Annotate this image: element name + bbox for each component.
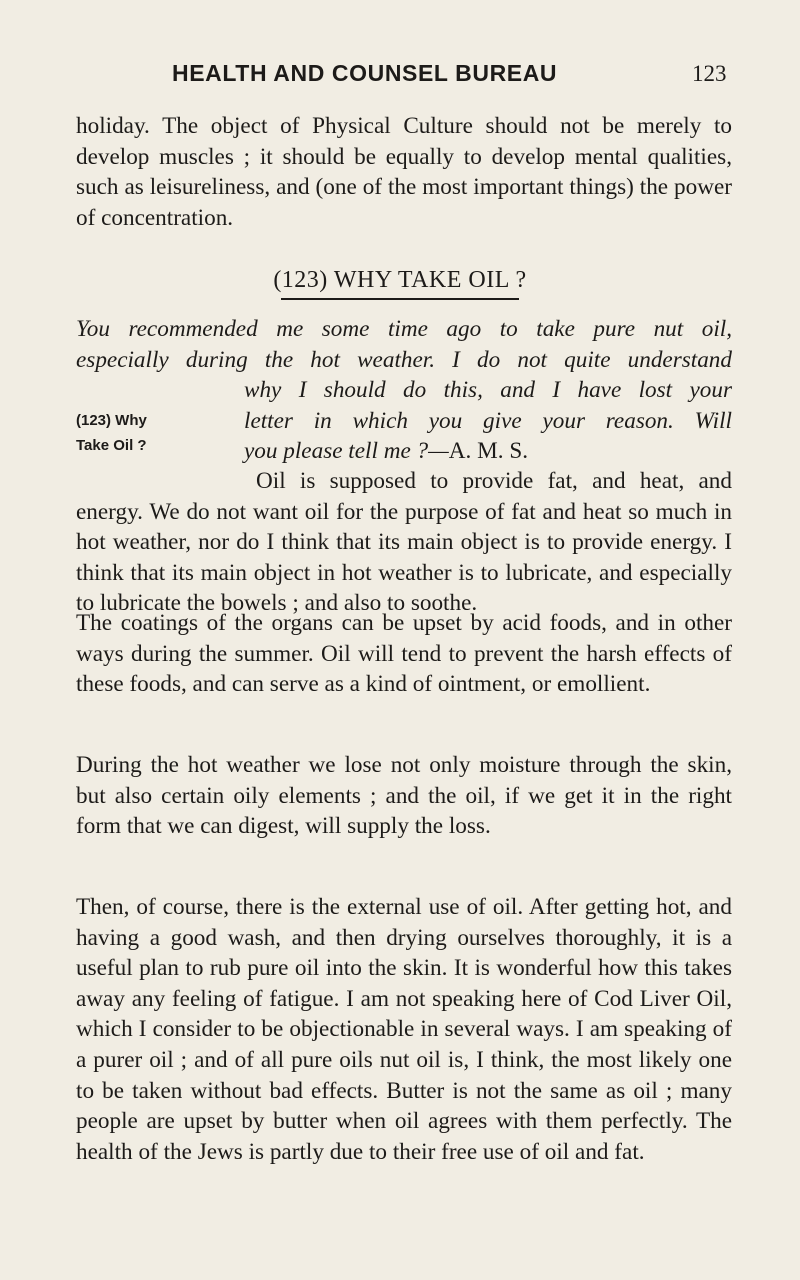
section-heading <box>0 267 800 300</box>
intro-paragraph-block <box>76 111 732 233</box>
query-line-4: letter in which you give your reason. Will <box>244 407 732 434</box>
running-head-title: HEALTH AND COUNSEL BUREAU <box>172 60 558 86</box>
query-line-2: especially during the hot weather. I do not quite understand <box>76 346 732 373</box>
running-head <box>150 60 800 94</box>
query-line-5-text: you please tell me ?— <box>244 438 449 465</box>
answer-paragraph-3-block <box>76 750 732 842</box>
margin-note-line-2: Take Oil ? <box>76 437 147 454</box>
query-line-1: You recommended me some time ago to take pure nut oil, <box>76 316 732 342</box>
query-signature: A. M. S. <box>448 438 529 465</box>
intro-paragraph: holiday. The object of Physical Culture should not be merely to develop muscles ; it should be equally to develop mental qualities, such as leisureliness, and (one of the most important things) the power of concentration. <box>76 113 732 231</box>
answer-paragraph-1-text: Oil is supposed to provide fat, and heat, and energy. We do not want oil for the purpose of fat and heat so much in hot weather, nor do I think that its main object is to provide energy. I think that its main object in hot weather is to lubricate, and especially to lubricate the bowels ; and also to soothe. <box>76 468 732 617</box>
answer-paragraph-4: Then, of course, there is the external use of oil. After getting hot, and having a good wash, and then drying ourselves thoroughly, it is a useful plan to rub pure oil into the skin. It is wonderful how this takes away any feeling of fatigue. I am not speaking here of Cod Liver Oil, which I consider to be objectionable in several ways. I am speaking of a purer oil ; and of all pure oils nut oil is, I think, the most likely one to be taken without bad effects. Butter is not the same as oil ; many people are upset by butter when oil agrees with them perfectly. The health of the Jews is partly due to their free use of oil and fat. <box>76 894 732 1165</box>
query-line-3: why I should do this, and I have lost your <box>244 377 732 404</box>
margin-note <box>76 408 176 458</box>
answer-paragraph-2-block <box>76 608 732 700</box>
margin-note-line-1: (123) Why <box>76 412 147 429</box>
answer-paragraph-4-block <box>76 892 732 1167</box>
page-number: 123 <box>692 61 727 86</box>
answer-paragraph-2: The coatings of the organs can be upset by acid foods, and in other ways during the summer. Oil will tend to prevent the harsh effects of these foods, and can serve as a kind of ointment, or emollient. <box>76 610 732 698</box>
answer-paragraph-3: During the hot weather we lose not only moisture through the skin, but also certain oily elements ; and the oil, if we get it in the right form that we can digest, will supply the loss. <box>76 752 732 840</box>
answer-paragraph-1-block <box>76 466 732 619</box>
answer-paragraph-1 <box>76 466 732 619</box>
section-heading-text: (123) WHY TAKE OIL ? <box>273 267 526 300</box>
